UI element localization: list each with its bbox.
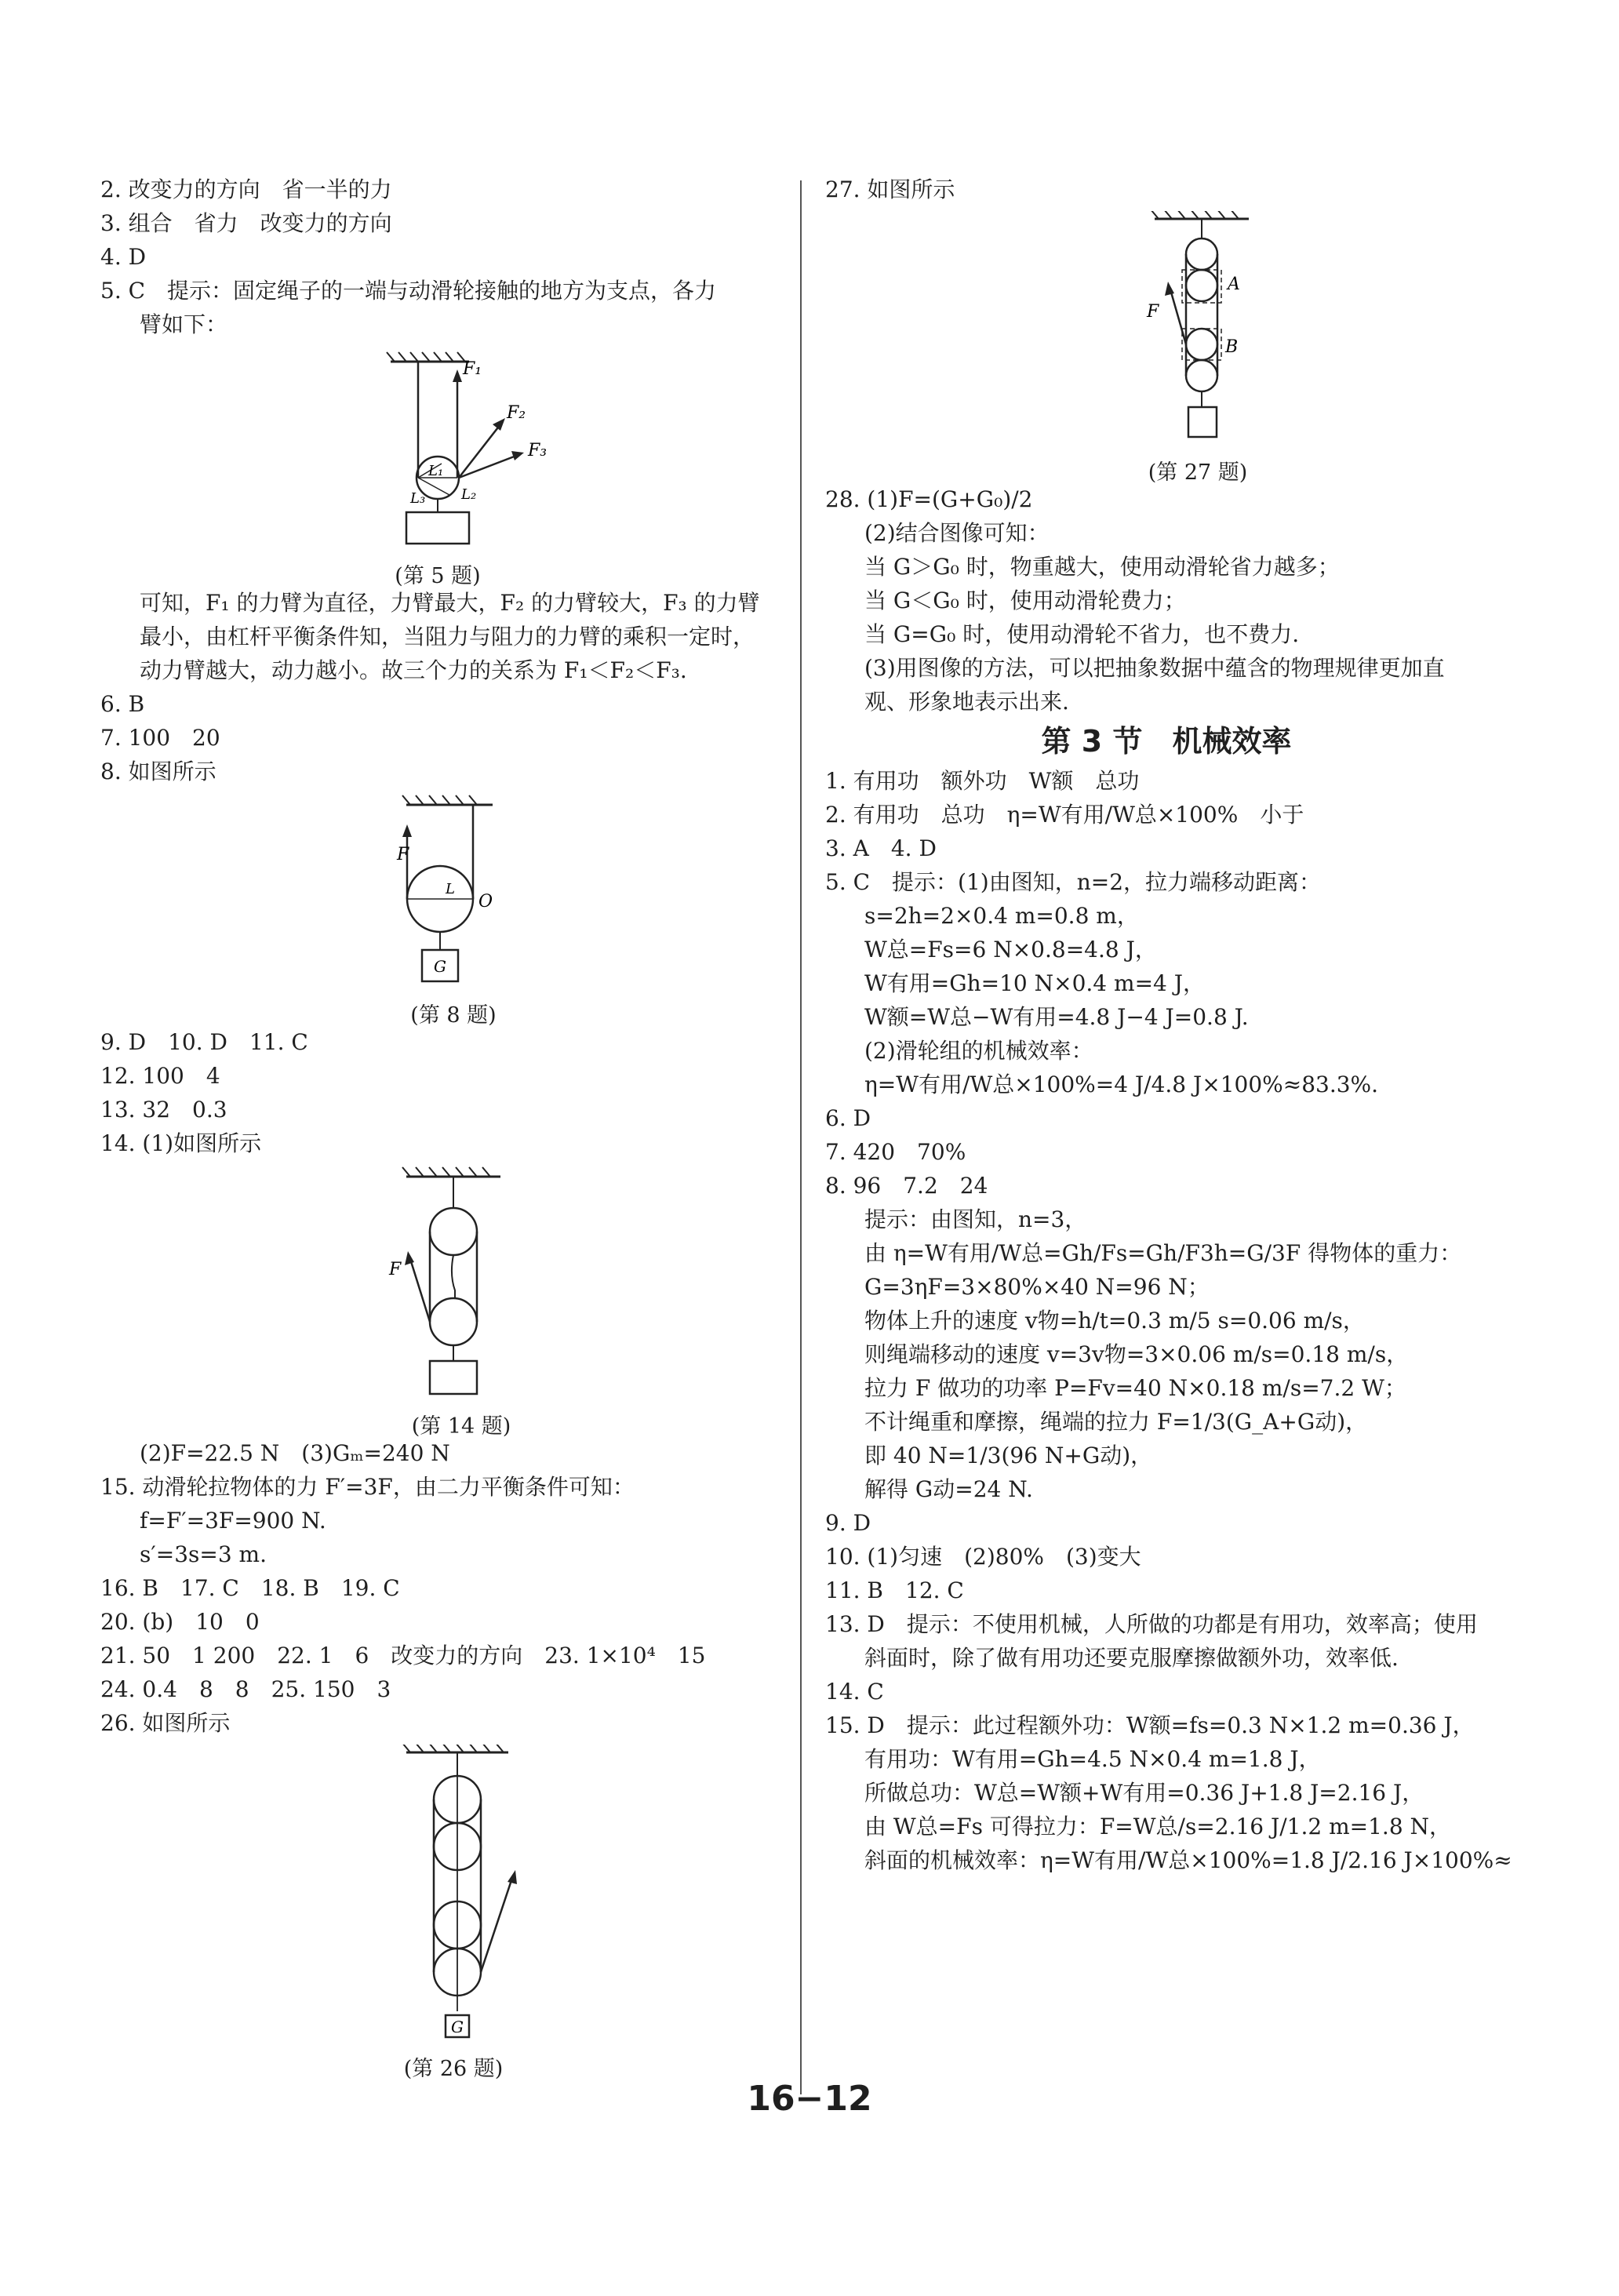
- label-G: G: [434, 957, 446, 976]
- column-divider: [800, 180, 802, 2094]
- answer-line: 观、形象地表示出来.: [864, 689, 1069, 715]
- answer-line: 27. 如图所示: [825, 176, 955, 202]
- answer-line: 提示：由图知，n=3，: [864, 1206, 1087, 1232]
- answer-line: 15. D 提示：此过程额外功：W额=fs=0.3 N×1.2 m=0.36 J，: [825, 1712, 1475, 1738]
- label-A: A: [1228, 275, 1240, 294]
- label-F3: F₃: [528, 441, 548, 460]
- figure-caption: (第 5 题): [395, 564, 481, 588]
- answer-line: 解得 G动=24 N.: [864, 1476, 1033, 1502]
- answer-line: 11. B 12. C: [825, 1577, 964, 1603]
- label-L: L: [446, 881, 455, 897]
- answer-line: 24. 0.4 8 8 25. 150 3: [100, 1676, 391, 1702]
- answer-line: η=W有用/W总×100%=4 J/4.8 J×100%≈83.3%.: [864, 1072, 1379, 1097]
- answer-line: 21. 50 1 200 22. 1 6 改变力的方向 23. 1×10⁴ 15: [100, 1643, 706, 1668]
- answer-line: 10. (1)匀速 (2)80% (3)变大: [825, 1544, 1141, 1570]
- answer-line: 当 G=G₀ 时，使用动滑轮不省力，也不费力.: [864, 621, 1300, 647]
- answer-line: 12. 100 4: [100, 1063, 220, 1089]
- answer-line: 有用功：W有用=Gh=4.5 N×0.4 m=1.8 J，: [864, 1746, 1321, 1772]
- answer-line: 由 η=W有用/W总=Gh/Fs=Gh/F3h=G/3F 得物体的重力：: [864, 1240, 1462, 1266]
- figure-q26: [100, 1745, 791, 2081]
- answer-line: 26. 如图所示: [100, 1710, 231, 1736]
- answer-line: 最小，由杠杆平衡条件知，当阻力与阻力的力臂的乘积一定时，: [140, 624, 755, 650]
- answer-line: W有用=Gh=10 N×0.4 m=4 J，: [864, 970, 1205, 996]
- answer-line: f=F′=3F=900 N.: [140, 1508, 326, 1534]
- answer-line: 物体上升的速度 v物=h/t=0.3 m/5 s=0.06 m/s，: [864, 1308, 1365, 1334]
- answer-line: 当 G＜G₀ 时，使用动滑轮费力；: [864, 588, 1186, 613]
- label-L2: L₂: [461, 486, 477, 503]
- left-column: [100, 173, 791, 2079]
- right-column: [825, 173, 1512, 1877]
- label-L1: L₁: [428, 463, 444, 479]
- answer-line: 5. C 提示：固定绳子的一端与动滑轮接触的地方为支点，各力: [100, 278, 717, 304]
- figure-q14: [100, 1165, 791, 1439]
- answer-line: (3)用图像的方法，可以把抽象数据中蕴含的物理规律更加直: [864, 655, 1445, 681]
- answer-line: 16. B 17. C 18. B 19. C: [100, 1575, 400, 1601]
- answer-line: 则绳端移动的速度 v=3v物=3×0.06 m/s=0.18 m/s，: [864, 1341, 1409, 1367]
- answer-line: s=2h=2×0.4 m=0.8 m，: [864, 903, 1139, 929]
- answer-line: 即 40 N=1/3(96 N+G动)，: [864, 1443, 1153, 1468]
- page-number: 16−12: [747, 2079, 872, 2119]
- answer-line: 28. (1)F=(G+G₀)/2: [825, 486, 1033, 512]
- figure-q5: [100, 346, 791, 588]
- label-F: F: [397, 845, 409, 864]
- section-title: 第 3 节 机械效率: [1041, 724, 1292, 759]
- answer-line: s′=3s=3 m.: [140, 1541, 267, 1567]
- answer-line: 3. A 4. D: [825, 835, 937, 861]
- label-F: F: [1147, 302, 1159, 322]
- answer-line: 斜面时，除了做有用功还要克服摩擦做额外功，效率低.: [864, 1645, 1399, 1671]
- answer-line: 拉力 F 做功的功率 P=Fv=40 N×0.18 m/s=7.2 W；: [864, 1375, 1406, 1401]
- answer-line: 7. 420 70%: [825, 1139, 966, 1165]
- answer-line: (2)滑轮组的机械效率：: [864, 1038, 1093, 1064]
- answer-line: 13. 32 0.3: [100, 1097, 227, 1123]
- answer-line: 14. C: [825, 1679, 884, 1705]
- answer-line: 不计绳重和摩擦，绳端的拉力 F=1/3(G_A+G动)，: [864, 1409, 1368, 1435]
- answer-line: 7. 100 20: [100, 725, 220, 751]
- answer-line: 9. D: [825, 1510, 871, 1536]
- answer-line: 4. D: [100, 244, 147, 270]
- label-F: F: [389, 1260, 402, 1279]
- answer-line: 臂如下：: [140, 311, 228, 337]
- figure-caption: (第 14 题): [411, 1414, 511, 1439]
- answer-line: G=3ηF=3×80%×40 N=96 N；: [864, 1274, 1210, 1300]
- label-F2: F₂: [507, 403, 526, 423]
- answer-line: 当 G＞G₀ 时，物重越大，使用动滑轮省力越多；: [864, 554, 1340, 580]
- label-O: O: [478, 892, 493, 911]
- answer-line: 15. 动滑轮拉物体的力 F′=3F，由二力平衡条件可知：: [100, 1474, 635, 1500]
- answer-line: 20. (b) 10 0: [100, 1609, 260, 1635]
- answer-line: 斜面的机械效率：η=W有用/W总×100%=1.8 J/2.16 J×100%≈: [864, 1847, 1512, 1873]
- figure-q8: [100, 793, 791, 1028]
- answer-line: 由 W总=Fs 可得拉力：F=W总/s=2.16 J/1.2 m=1.8 N，: [864, 1814, 1452, 1839]
- answer-line: 13. D 提示：不使用机械，人所做的功都是有用功，效率高；使用: [825, 1611, 1478, 1637]
- answer-line: 9. D 10. D 11. C: [100, 1029, 308, 1055]
- answer-line: 6. D: [825, 1105, 871, 1131]
- pulley-diagram-q27: [825, 211, 1508, 446]
- answer-line: 所做总功：W总=W额+W有用=0.36 J+1.8 J=2.16 J，: [864, 1780, 1424, 1806]
- label-F1: F₁: [463, 359, 482, 379]
- answer-line: W总=Fs=6 N×0.8=4.8 J，: [864, 937, 1157, 962]
- answer-line: 5. C 提示：(1)由图知，n=2，拉力端移动距离：: [825, 869, 1322, 895]
- answer-line: (2)结合图像可知：: [864, 520, 1050, 546]
- answer-line: 8. 96 7.2 24: [825, 1173, 988, 1199]
- pulley-diagram-q14: [100, 1165, 791, 1400]
- answer-line: 动力臂越大，动力越小。故三个力的关系为 F₁＜F₂＜F₃.: [140, 657, 687, 683]
- answer-line: 8. 如图所示: [100, 759, 216, 784]
- answer-line: 1. 有用功 额外功 W额 总功: [825, 768, 1140, 794]
- pulley-diagram-q8: [100, 793, 791, 989]
- answer-line: 可知，F₁ 的力臂为直径，力臂最大，F₂ 的力臂较大，F₃ 的力臂: [140, 590, 760, 616]
- answer-line: 3. 组合 省力 改变力的方向: [100, 210, 392, 236]
- label-G: G: [451, 2018, 464, 2036]
- pulley-diagram-q26: [100, 1745, 791, 2043]
- answer-line: (2)F=22.5 N (3)Gₘ=240 N: [140, 1440, 450, 1466]
- answer-line: 2. 有用功 总功 η=W有用/W总×100% 小于: [825, 802, 1304, 828]
- answer-line: 2. 改变力的方向 省一半的力: [100, 176, 392, 202]
- figure-caption: (第 26 题): [403, 2057, 504, 2081]
- label-L3: L₃: [410, 490, 426, 507]
- figure-caption: (第 27 题): [1148, 460, 1248, 485]
- pulley-diagram-q5: [100, 346, 791, 550]
- figure-q27: [825, 211, 1508, 485]
- answer-line: 14. (1)如图所示: [100, 1130, 262, 1156]
- answer-line: W额=W总−W有用=4.8 J−4 J=0.8 J.: [864, 1004, 1249, 1030]
- figure-caption: (第 8 题): [410, 1003, 497, 1028]
- answer-line: 6. B: [100, 691, 145, 717]
- label-B: B: [1225, 337, 1239, 357]
